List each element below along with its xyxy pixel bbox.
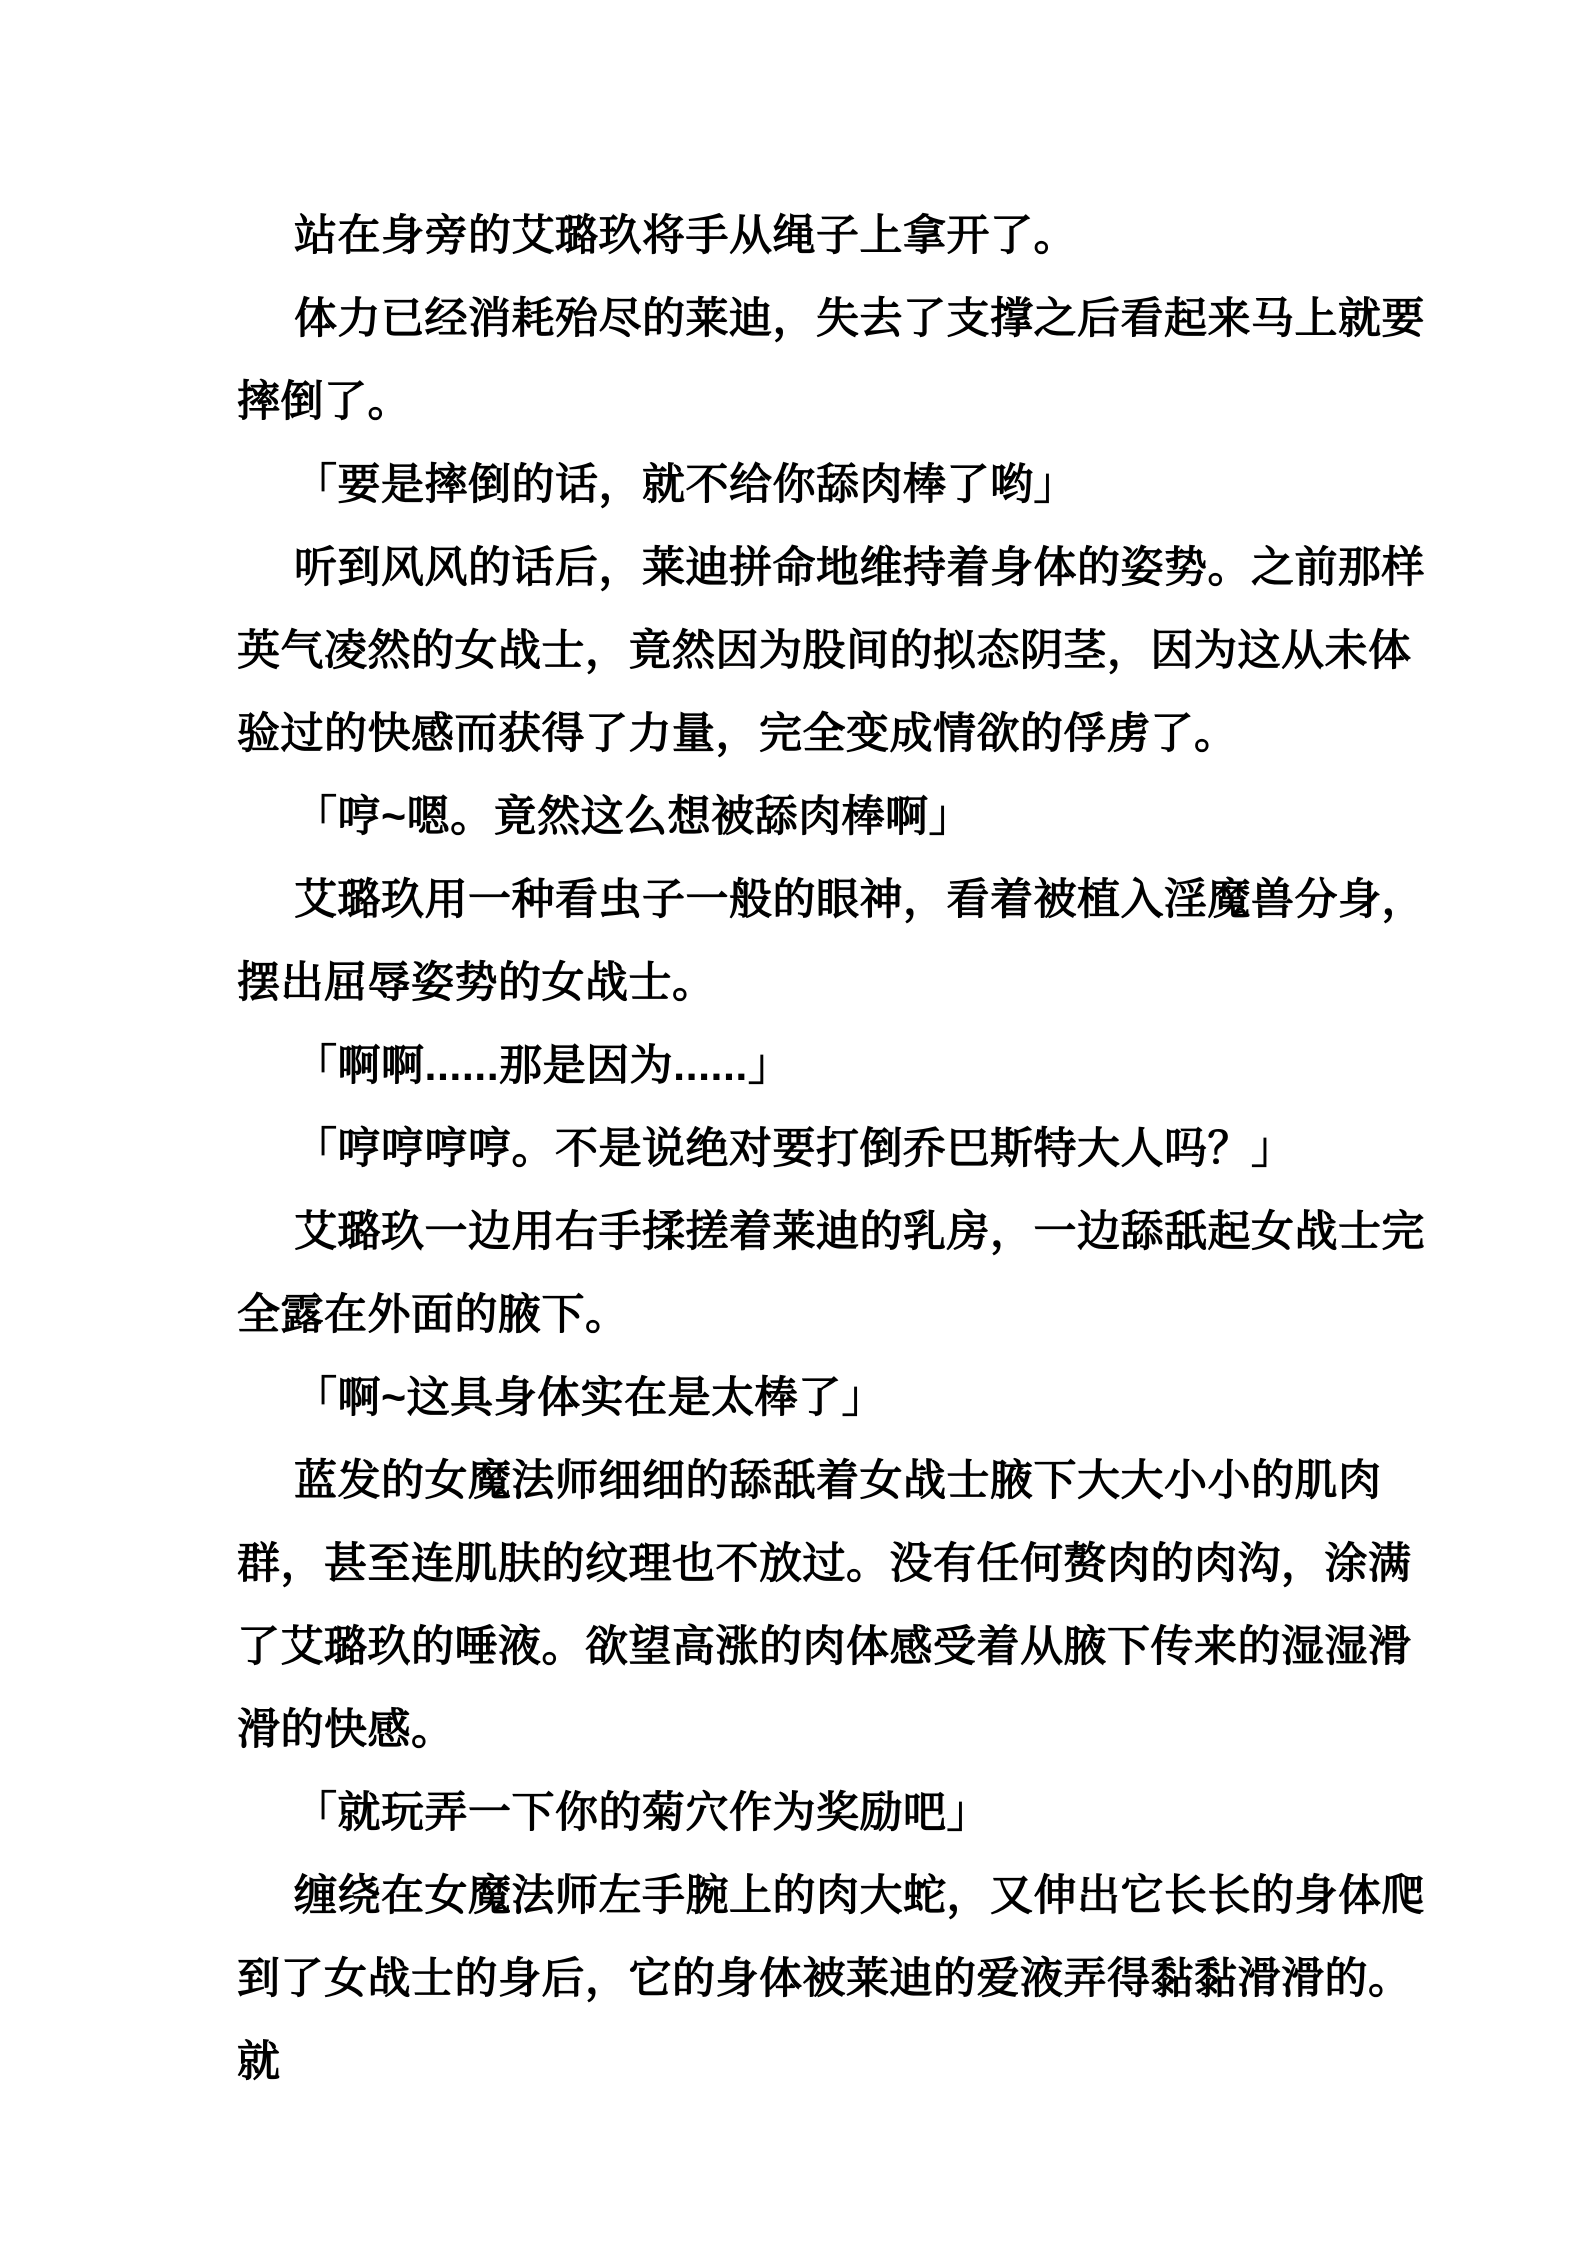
paragraph: 艾璐玖用一种看虫子一般的眼神，看着被植入淫魔兽分身，摆出屈辱姿势的女战士。 <box>237 876 1425 1007</box>
paragraph-dialogue: 「哼哼哼哼。不是说绝对要打倒乔巴斯特大人吗？」 <box>294 1125 1295 1173</box>
paragraph-dialogue: 「要是摔倒的话，就不给你舔肉棒了哟」 <box>294 461 1077 509</box>
paragraph-dialogue: 「就玩弄一下你的菊穴作为奖励吧」 <box>294 1789 990 1837</box>
paragraph: 听到风风的话后，莱迪拼命地维持着身体的姿势。之前那样英气凌然的女战士，竟然因为股间的拟态阴茎，因为这从未体验过的快感而获得了力量，完全变成情欲的俘虏了。 <box>237 544 1425 758</box>
paragraph-dialogue: 「啊啊......那是因为......」 <box>294 1042 792 1090</box>
paragraph: 缠绕在女魔法师左手腕上的肉大蛇，又伸出它长长的身体爬到了女战士的身后，它的身体被莱迪的爱液弄得黏黏滑滑的。就 <box>237 1872 1425 2086</box>
paragraph: 站在身旁的艾璐玖将手从绳子上拿开了。 <box>294 212 1077 260</box>
paragraph: 体力已经消耗殆尽的莱迪，失去了支撑之后看起来马上就要摔倒了。 <box>237 295 1425 426</box>
novel-text-block <box>237 195 1437 2104</box>
paragraph-dialogue: 「哼~嗯。竟然这么想被舔肉棒啊」 <box>294 793 973 841</box>
paragraph: 艾璐玖一边用右手揉搓着莱迪的乳房，一边舔舐起女战士完全露在外面的腋下。 <box>237 1208 1425 1339</box>
paragraph: 蓝发的女魔法师细细的舔舐着女战士腋下大大小小的肌肉群，甚至连肌肤的纹理也不放过。没有任何赘肉的肉沟，涂满了艾璐玖的唾液。欲望高涨的肉体感受着从腋下传来的湿湿滑滑的快感。 <box>237 1457 1412 1754</box>
paragraph-dialogue: 「啊~这具身体实在是太棒了」 <box>294 1374 886 1422</box>
